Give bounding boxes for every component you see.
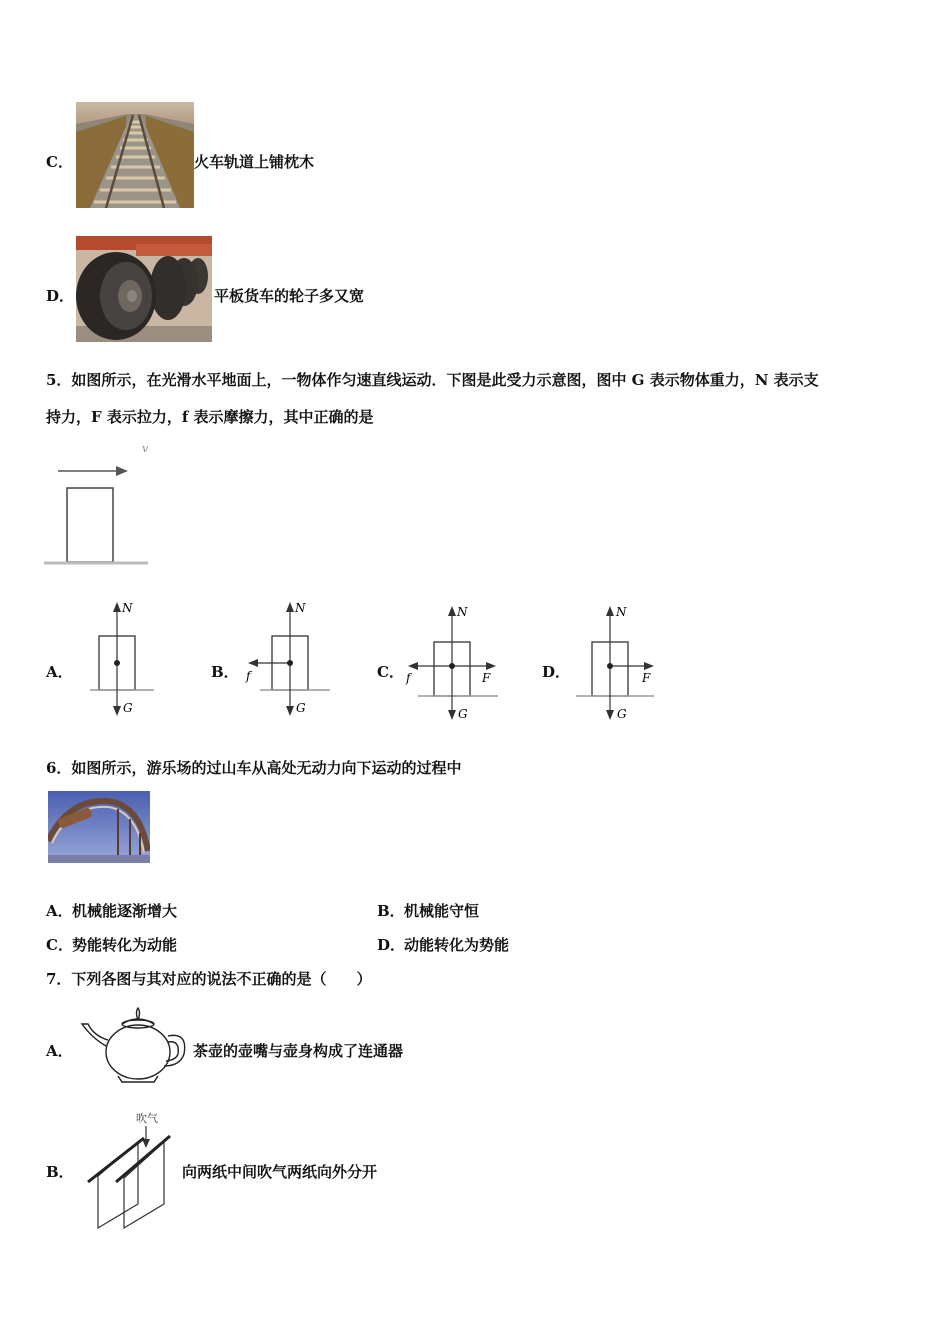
- q6-option-d-label: D．: [377, 936, 406, 954]
- gravity-label: G: [296, 701, 306, 715]
- q5-option-b-diagram: [240, 600, 332, 722]
- friction-label: f: [406, 671, 411, 685]
- friction-label: f: [246, 669, 251, 683]
- blow-air-label: 吹气: [136, 1112, 158, 1125]
- normal-force-label: N: [457, 605, 468, 619]
- teapot-image: [78, 1004, 190, 1084]
- q6-stem: 6．如图所示，游乐场的过山车从高处无动力向下运动的过程中: [46, 759, 462, 777]
- q6-option-a-text: 机械能逐渐增大: [72, 902, 178, 920]
- q5-motion-figure: [44, 440, 164, 570]
- q7-stem: 7．下列各图与其对应的说法不正确的是（ ）: [46, 970, 372, 988]
- q6-option-b-label: B．: [377, 902, 405, 920]
- normal-force-label: N: [616, 605, 627, 619]
- gravity-label: G: [123, 701, 133, 715]
- q5-option-c-diagram: [402, 602, 506, 724]
- q5-stem-line1: 5．如图所示，在光滑水平地面上，一物体作匀速直线运动．下图是此受力示意图，图中 G 表示物体重力，N 表示支: [46, 371, 819, 389]
- q6-option-c-text: 势能转化为动能: [72, 936, 178, 954]
- q5-stem-line2: 持力，F 表示拉力，f 表示摩擦力，其中正确的是: [46, 408, 374, 426]
- velocity-label: v: [142, 442, 149, 455]
- q5-option-d-diagram: [570, 602, 666, 724]
- normal-force-label: N: [122, 601, 133, 615]
- q5-option-a-label: A．: [46, 663, 73, 681]
- q7-option-b-label: B．: [46, 1163, 74, 1181]
- q7-option-a-label: A．: [46, 1042, 73, 1060]
- q5-option-c-label: C．: [377, 663, 404, 681]
- q4-option-c-label: C．: [46, 153, 73, 171]
- roller-coaster-image: [48, 791, 150, 863]
- railway-track-image: [76, 102, 194, 208]
- q6-option-c-label: C．: [46, 936, 73, 954]
- q6-option-d-text: 动能转化为势能: [404, 936, 510, 954]
- flatbed-truck-wheels-image: [76, 236, 212, 342]
- blowing-paper-figure: [84, 1108, 184, 1230]
- q5-option-b-label: B．: [211, 663, 239, 681]
- q4-option-d-label: D．: [46, 287, 75, 305]
- q6-option-a-label: A．: [46, 902, 73, 920]
- normal-force-label: N: [295, 601, 306, 615]
- gravity-label: G: [458, 707, 468, 721]
- q4-option-c-text: 火车轨道上铺枕木: [194, 153, 315, 171]
- q5-option-d-label: D．: [542, 663, 571, 681]
- q6-option-b-text: 机械能守恒: [404, 902, 480, 920]
- pull-force-label: F: [482, 671, 491, 685]
- q5-option-a-diagram: [84, 600, 156, 722]
- pull-force-label: F: [642, 671, 651, 685]
- q7-option-a-text: 茶壶的壶嘴与壶身构成了连通器: [193, 1042, 404, 1060]
- gravity-label: G: [617, 707, 627, 721]
- q4-option-d-text: 平板货车的轮子多又宽: [214, 287, 365, 305]
- q7-option-b-text: 向两纸中间吹气两纸向外分开: [182, 1163, 378, 1181]
